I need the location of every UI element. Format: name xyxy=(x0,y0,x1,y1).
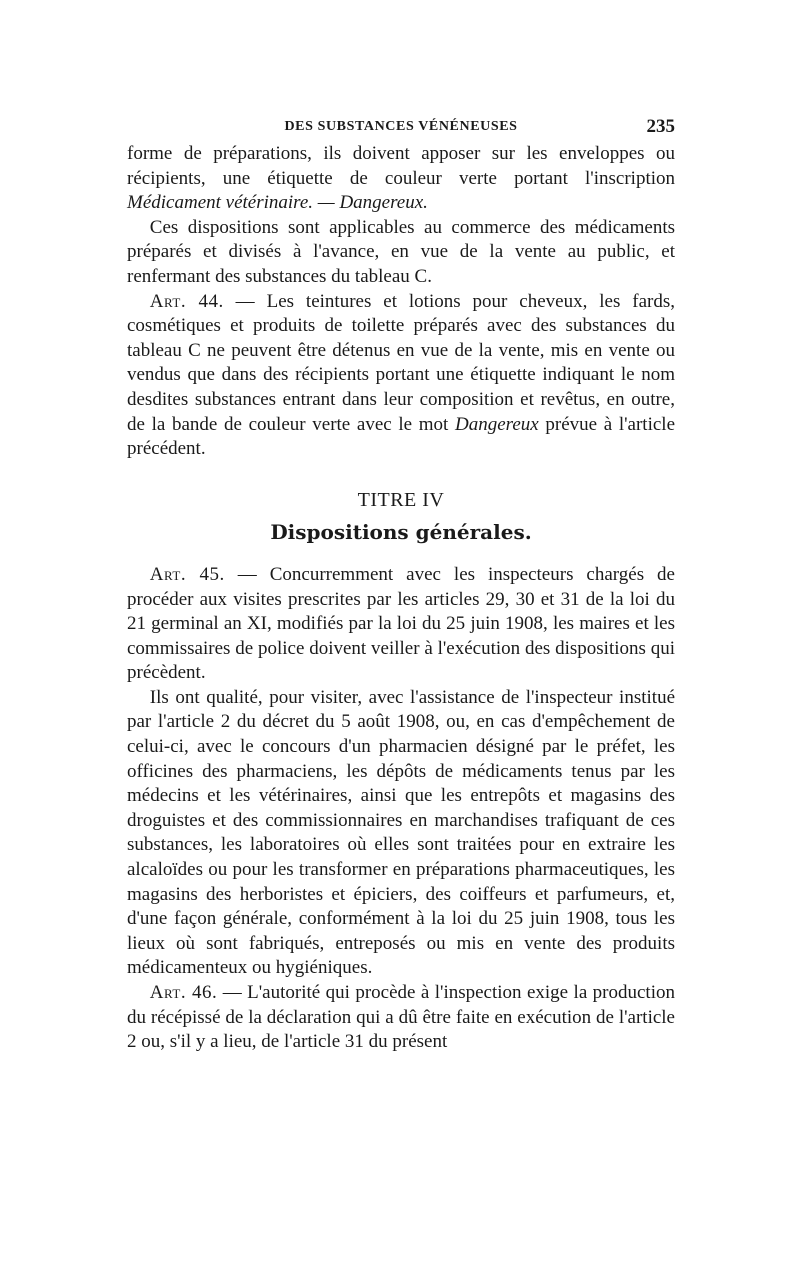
italic-inscription: Médicament vétérinaire. — Dangereux. xyxy=(127,192,428,214)
section-title xyxy=(127,488,675,545)
title-heading: Dispositions générales. xyxy=(270,520,532,545)
article-46 xyxy=(127,981,675,1055)
article-44 xyxy=(127,290,675,462)
page-header xyxy=(127,112,675,142)
paragraph-inspection: Ils ont qualité, pour visiter, avec l'assistance de l'inspecteur institué par l'article 2 du décret du 5 août 1908, ou, en cas d'empêchement de celui-ci, avec le concours d'un pharmacien désigné par le préfet, les officines des pharmaciens, les dépôts de médicaments tenus par les médecins et les vétérinaires, ainsi que les entrepôts et magasins des droguistes et des commissionnaires en marchandises trafiquant de ces substances, les laboratoires où elles sont traitées pour en extraire les alcaloïdes ou pour les transformer en préparations pharmaceutiques, les magasins des herboristes et épiciers, des coiffeurs et parfumeurs, et, d'une façon générale, conformément à la loi du 25 juin 1908, tous les lieux où sont fabriqués, entreposés ou mis en vente des produits médicamenteux ou hygiéniques. xyxy=(127,686,675,979)
running-title: DES SUBSTANCES VÉNÉNEUSES xyxy=(284,119,518,134)
italic-word: Dangereux xyxy=(454,413,539,435)
article-text: — Les teintures et lotions pour cheveux, les fards, cosmétiques et produits de toilette préparés avec des substances du tableau C ne peuvent être détenus en vue de la vente, mis en vente ou vendus que dans des récipients portant une étiquette indiquant le nom desdites substances entrant dans leur composition et revêtus, en outre, de la bande de couleur verte avec le mot xyxy=(127,290,675,435)
body-text xyxy=(127,142,675,1055)
article-label: Art. 44. xyxy=(149,290,224,312)
article-text: — L'autorité qui procède à l'inspection exige la production du récépissé de la déclaration qui a dû être faite en exécution de l'article 2 ou, s'il y a lieu, de l'article 31 du présent xyxy=(127,982,675,1053)
article-text-end: prévue à l'article précédent. xyxy=(127,413,675,460)
book-page xyxy=(127,112,675,1055)
article-label: Art. 46. xyxy=(149,982,218,1003)
paragraph-dispositions: Ces dispositions sont applicables au commerce des médicaments préparés et divisés à l'avance, en vue de la vente au public, et renfermant des substances du tableau C. xyxy=(127,216,675,287)
paragraph-continuation xyxy=(127,142,675,216)
title-number: TITRE IV xyxy=(357,488,445,511)
article-45 xyxy=(127,563,675,686)
paragraph-text: forme de préparations, ils doivent apposer sur les enveloppes ou récipients, une étiquette de couleur verte portant l'inscription xyxy=(127,143,675,189)
article-label: Art. 45. xyxy=(149,563,225,585)
article-text: — Concurremment avec les inspecteurs chargés de procéder aux visites prescrites par les articles 29, 30 et 31 de la loi du 21 germinal an XI, modifiés par la loi du 25 juin 1908, les maires et les commissaires de police doivent veiller à l'exécution des dispositions qui précèdent. xyxy=(127,563,675,684)
page-number: 235 xyxy=(646,116,675,137)
